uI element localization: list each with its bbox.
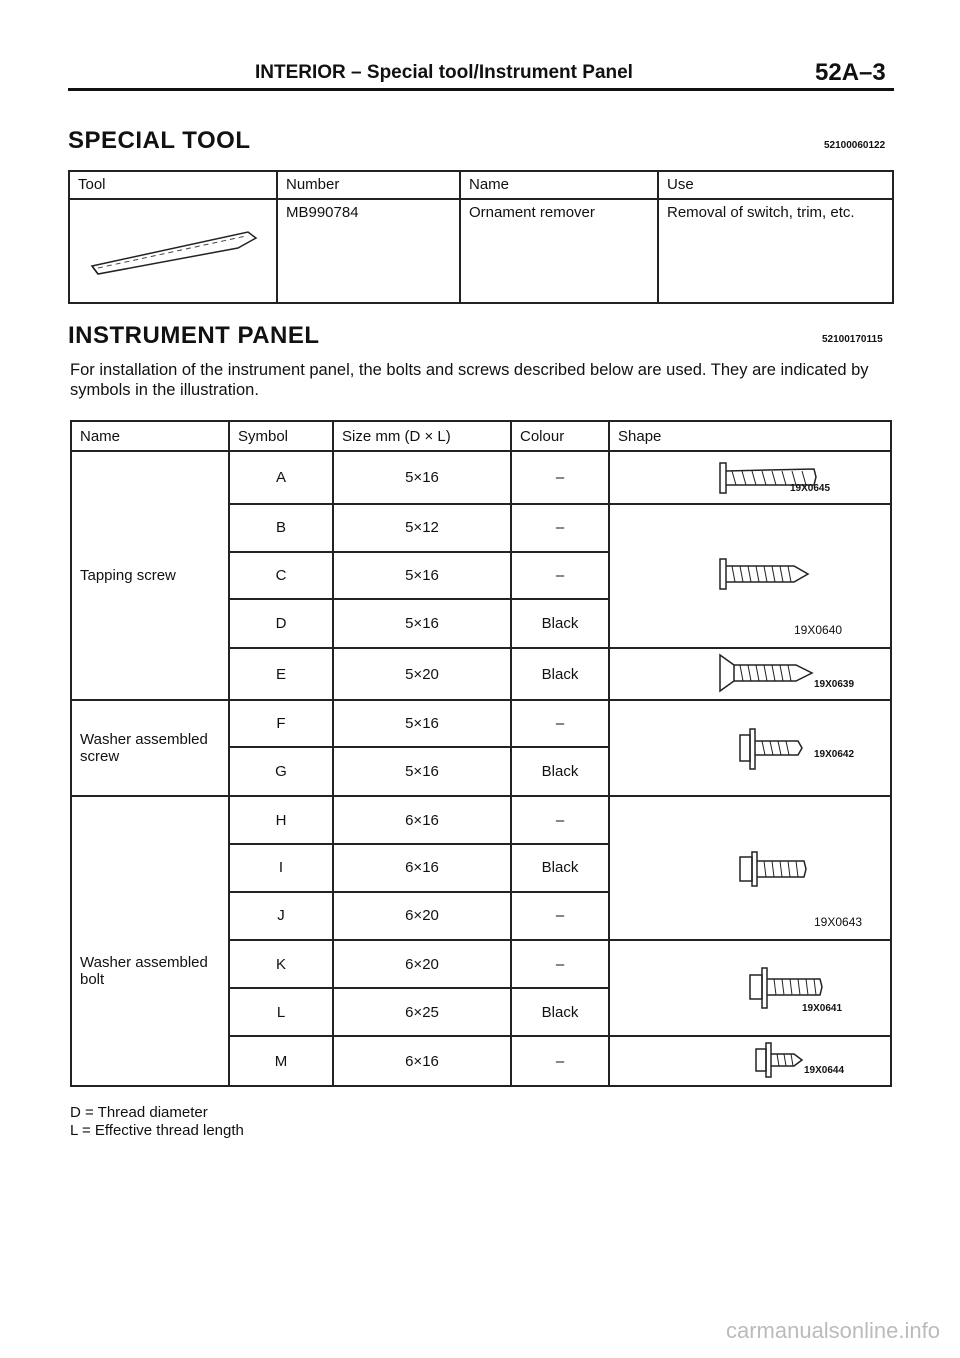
colour-cell: Black — [511, 648, 609, 700]
size-cell: 5×16 — [333, 599, 511, 648]
page-number: 52A–3 — [815, 59, 886, 86]
colour-cell: – — [511, 504, 609, 552]
size-cell: 5×16 — [333, 747, 511, 796]
instrument-panel-heading: INSTRUMENT PANEL — [68, 322, 320, 349]
colour-cell: – — [511, 451, 609, 504]
shape-cell — [609, 648, 891, 700]
footnote-d: D = Thread diameter — [70, 1104, 208, 1121]
shape-cell — [609, 1036, 891, 1086]
countersunk-screw-icon — [718, 653, 818, 693]
shape-code: 19X0645 — [790, 482, 831, 494]
size-cell: 6×16 — [333, 796, 511, 844]
colour-cell: – — [511, 700, 609, 747]
shape-cell — [609, 796, 891, 940]
shape-cell — [609, 504, 891, 648]
col-size: Size mm (D × L) — [333, 421, 511, 451]
symbol-cell: K — [229, 940, 333, 988]
col-name: Name — [460, 171, 658, 199]
col-symbol: Symbol — [229, 421, 333, 451]
size-cell: 5×16 — [333, 451, 511, 504]
tool-illustration — [69, 199, 277, 303]
col-name: Name — [71, 421, 229, 451]
symbol-cell: D — [229, 599, 333, 648]
tool-name: Ornament remover — [460, 199, 658, 303]
symbol-cell: F — [229, 700, 333, 747]
shape-cell — [609, 700, 891, 796]
shape-cell — [609, 940, 891, 1036]
size-cell: 5×16 — [333, 700, 511, 747]
header-title: INTERIOR – Special tool/Instrument Panel — [255, 62, 633, 83]
size-cell: 6×16 — [333, 844, 511, 891]
colour-cell: Black — [511, 747, 609, 796]
ornament-remover-icon — [78, 204, 268, 294]
group-tapping-screw: Tapping screw — [71, 451, 229, 700]
symbol-cell: I — [229, 844, 333, 891]
size-cell: 5×20 — [333, 648, 511, 700]
instrument-panel-code: 52100170115 — [822, 334, 883, 345]
washer-bolt-icon — [738, 849, 818, 889]
special-tool-code: 52100060122 — [824, 140, 886, 151]
symbol-cell: M — [229, 1036, 333, 1086]
colour-cell: Black — [511, 844, 609, 891]
fastener-table — [70, 420, 892, 1087]
symbol-cell: B — [229, 504, 333, 552]
shape-code: 19X0639 — [814, 679, 855, 690]
shape-code: 19X0642 — [814, 749, 855, 760]
col-number: Number — [277, 171, 460, 199]
colour-cell: – — [511, 552, 609, 600]
shape-code: 19X0640 — [794, 623, 843, 637]
colour-cell: – — [511, 940, 609, 988]
col-tool: Tool — [69, 171, 277, 199]
tool-number: MB990784 — [277, 199, 460, 303]
colour-cell: – — [511, 892, 609, 940]
colour-cell: Black — [511, 988, 609, 1036]
col-shape: Shape — [609, 421, 891, 451]
colour-cell: – — [511, 796, 609, 844]
shape-code: 19X0643 — [814, 915, 863, 929]
tool-use: Removal of switch, trim, etc. — [658, 199, 893, 303]
size-cell: 5×12 — [333, 504, 511, 552]
washer-screw-icon — [738, 727, 808, 771]
col-colour: Colour — [511, 421, 609, 451]
symbol-cell: J — [229, 892, 333, 940]
watermark: carmanualsonline.info — [725, 1318, 940, 1343]
intro-paragraph: For installation of the instrument panel, the bolts and screws described below are used. They are indicated by symbols in the illustration. — [70, 361, 869, 399]
colour-cell: – — [511, 1036, 609, 1086]
symbol-cell: L — [229, 988, 333, 1036]
symbol-cell: A — [229, 451, 333, 504]
colour-cell: Black — [511, 599, 609, 648]
shape-cell — [609, 451, 891, 504]
special-tool-heading: SPECIAL TOOL — [68, 127, 251, 154]
size-cell: 6×20 — [333, 892, 511, 940]
shape-code: 19X0644 — [804, 1065, 845, 1076]
symbol-cell: C — [229, 552, 333, 600]
group-washer-bolt: Washer assembled bolt — [71, 796, 229, 1086]
size-cell: 6×20 — [333, 940, 511, 988]
symbol-cell: H — [229, 796, 333, 844]
symbol-cell: G — [229, 747, 333, 796]
size-cell: 6×16 — [333, 1036, 511, 1086]
tapping-screw-icon — [718, 557, 818, 593]
special-tool-table — [68, 170, 894, 304]
size-cell: 5×16 — [333, 552, 511, 600]
footnote-l: L = Effective thread length — [70, 1122, 244, 1139]
header-rule — [68, 88, 894, 91]
group-washer-screw: Washer assembled screw — [71, 700, 229, 796]
col-use: Use — [658, 171, 893, 199]
shape-code: 19X0641 — [802, 1003, 843, 1014]
size-cell: 6×25 — [333, 988, 511, 1036]
symbol-cell: E — [229, 648, 333, 700]
